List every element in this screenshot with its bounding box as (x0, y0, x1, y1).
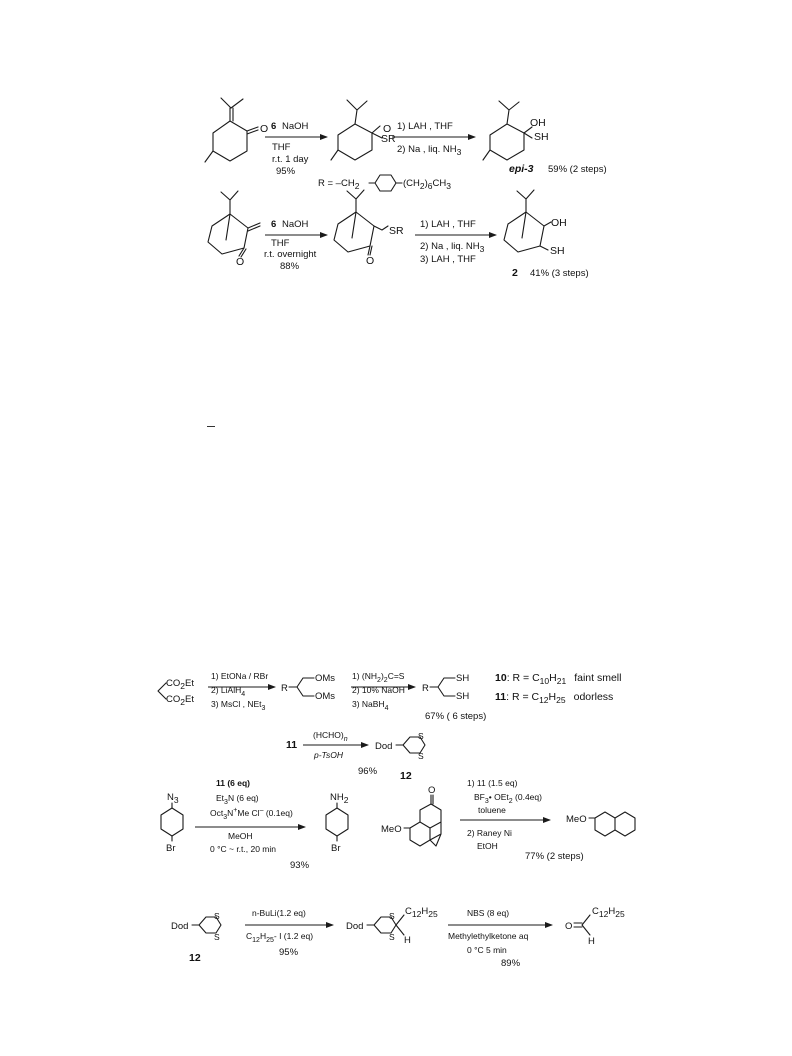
cond-line-1: 11 (6 eq) (216, 778, 251, 788)
benzene-ring (375, 175, 396, 191)
alkylated-dithiane (346, 906, 438, 946)
start-compound-label: 11 (286, 739, 298, 751)
svg-text:H: H (404, 935, 411, 946)
ketone-oxygen: O (236, 256, 245, 268)
scheme-7 (171, 906, 625, 969)
cond-line-3: toluene (478, 805, 506, 815)
svg-text:Br: Br (331, 843, 341, 854)
svg-text:OMs: OMs (315, 691, 336, 702)
start-label: 12 (189, 952, 201, 964)
yield-label: 95% (276, 166, 296, 177)
svg-text:NH2: NH2 (330, 792, 349, 805)
time-label: r.t. 1 day (272, 154, 309, 165)
solvent-label: THF (271, 238, 290, 249)
reagent-number: 6 (271, 219, 277, 230)
base-label: NaOH (282, 121, 309, 132)
scheme-6 (381, 778, 635, 862)
ketone-oxygen: O (366, 255, 375, 267)
compound-11-definition: 11: $R = C_{12}H_{25}$ odorless (495, 691, 614, 705)
aryl-azide (161, 792, 183, 854)
aryl-amine (326, 792, 349, 854)
scheme-4 (286, 730, 425, 782)
svg-text:S: S (418, 751, 424, 761)
yield-label: 88% (280, 261, 300, 272)
svg-text:Dod: Dod (346, 921, 364, 932)
reagent-below: p-TsOH (314, 750, 343, 760)
cond-line-2: $BF_3•$ OEt$_2$ (0.4eq) (474, 792, 542, 805)
r-group-definition (318, 175, 451, 191)
cond-line-2: $Et_3N$ (6 eq) (216, 793, 259, 806)
cond-line-5: 0 °C ~ r.t., 20 min (210, 844, 276, 854)
svg-text:MeO: MeO (566, 814, 587, 825)
svg-text:R: R (281, 683, 288, 694)
yield-label: 67% ( 6 steps) (425, 711, 487, 722)
ketone-oxygen: O (383, 123, 392, 135)
scheme-5 (161, 778, 349, 871)
time-label: r.t. overnight (264, 249, 317, 260)
cond-2-step3: 3) NaBH$_4$ (352, 699, 389, 712)
aldehyde-product (565, 906, 625, 947)
yield-label: 77% (2 steps) (525, 851, 584, 862)
methoxy-tetralone (381, 785, 441, 846)
reagent-number: 6 (271, 121, 277, 132)
svg-text:S: S (389, 911, 395, 921)
camphor-sulfide-intermediate (334, 190, 404, 267)
svg-text:R: R (422, 683, 429, 694)
cond-1-step1: 1) EtONa / RBr (211, 671, 269, 681)
thiol-group: SH (550, 245, 565, 257)
cond-2-step2: 2) 10% NaOH (352, 685, 405, 695)
svg-text:N3: N3 (167, 792, 179, 805)
solvent-label: THF (272, 142, 291, 153)
svg-text:CO2Et: CO2Et (166, 678, 194, 691)
scheme-1 (205, 98, 607, 191)
svg-text:Dod: Dod (171, 921, 189, 932)
step-3-label: 3) LAH , THF (420, 254, 476, 265)
cond-1-step3: 3) MsCl , NEt$_3$ (211, 699, 266, 712)
methylene-camphor-structure (208, 191, 260, 268)
product-label: 12 (400, 770, 412, 782)
svg-text:H: H (588, 936, 595, 947)
svg-text:C12H25: C12H25 (405, 906, 438, 919)
svg-text:Dod: Dod (375, 741, 393, 752)
svg-text:SH: SH (456, 673, 470, 684)
yield-2: 89% (501, 958, 521, 969)
step-1-label: 1) LAH , THF (420, 219, 476, 230)
scheme-3 (158, 671, 621, 722)
svg-text:OMs: OMs (315, 673, 336, 684)
compound-10-definition: 10: $R = C_{10}H_{21}$ faint smell (495, 672, 622, 686)
compound-2-structure (504, 190, 567, 257)
pulegone-structure (205, 98, 268, 162)
svg-text:CO2Et: CO2Et (166, 694, 194, 707)
svg-text:S: S (389, 932, 395, 942)
cond-line-3: Oct$_3$N+Me Cl– (0.1eq) (210, 807, 293, 821)
cond-line-4: MeOH (228, 831, 253, 841)
cond-line-1: 1) 11 (1.5 eq) (467, 778, 518, 788)
step-2-label: 2) Na , liq. NH3 (420, 241, 485, 254)
svg-text:SH: SH (456, 691, 470, 702)
thiol-group: SH (534, 131, 549, 143)
dithiane-12 (375, 731, 425, 761)
dimesylate (281, 673, 335, 702)
product-label: 2 (512, 267, 518, 279)
step-2-label: 2) Na , liq. NH3 (397, 144, 462, 157)
product-yield: 59% (2 steps) (548, 164, 607, 175)
reagent-above: $(HCHO)_n$ (313, 730, 348, 743)
svg-text:C12H25: C12H25 (592, 906, 625, 919)
cond-line-4: 2) Raney Ni (467, 828, 512, 838)
svg-text:O: O (428, 785, 436, 796)
cond-2-below-2: 0 °C 5 min (467, 945, 507, 955)
cond-2-step1: 1) $(NH_2)_2C=S$ (352, 671, 405, 684)
cond-1-below: $C_{12}H_{25}-$ I (1.2 eq) (246, 931, 314, 944)
svg-text:S: S (418, 731, 424, 741)
scheme-2 (208, 190, 589, 279)
svg-text:Br: Br (166, 843, 176, 854)
yield-1: 95% (279, 947, 299, 958)
methoxy-tetralin (566, 812, 635, 836)
svg-text:O: O (565, 921, 573, 932)
diethyl-malonate (158, 678, 194, 707)
epi-3-structure (483, 101, 549, 160)
cond-1-step2: 2) LiAlH$_4$ (211, 685, 246, 698)
svg-text:(CH2)6CH3: (CH2)6CH3 (403, 178, 451, 191)
svg-text:S: S (214, 911, 220, 921)
cond-1-above: n-BuLi(1.2 eq) (252, 908, 306, 918)
yield-label: 93% (290, 860, 310, 871)
dithiane-start (171, 911, 221, 942)
svg-text:R = –CH2: R = –CH2 (318, 178, 360, 191)
hydroxyl-group: OH (551, 217, 567, 229)
product-yield: 41% (3 steps) (530, 268, 589, 279)
svg-text:MeO: MeO (381, 824, 402, 835)
step-1-label: 1) LAH , THF (397, 121, 453, 132)
hydroxyl-group: OH (530, 117, 546, 129)
sr-group: SR (381, 133, 396, 145)
cond-2-above: NBS (8 eq) (467, 908, 510, 918)
svg-text:S: S (214, 932, 220, 942)
cond-2-below-1: Methylethylketone aq (448, 931, 529, 941)
base-label: NaOH (282, 219, 309, 230)
product-label: epi-3 (509, 163, 534, 175)
ketone-oxygen: O (260, 123, 269, 135)
sulfide-intermediate (331, 100, 396, 160)
yield-label: 96% (358, 766, 378, 777)
sr-group: SR (389, 225, 404, 237)
dithiol (422, 673, 469, 702)
cond-line-5: EtOH (477, 841, 498, 851)
